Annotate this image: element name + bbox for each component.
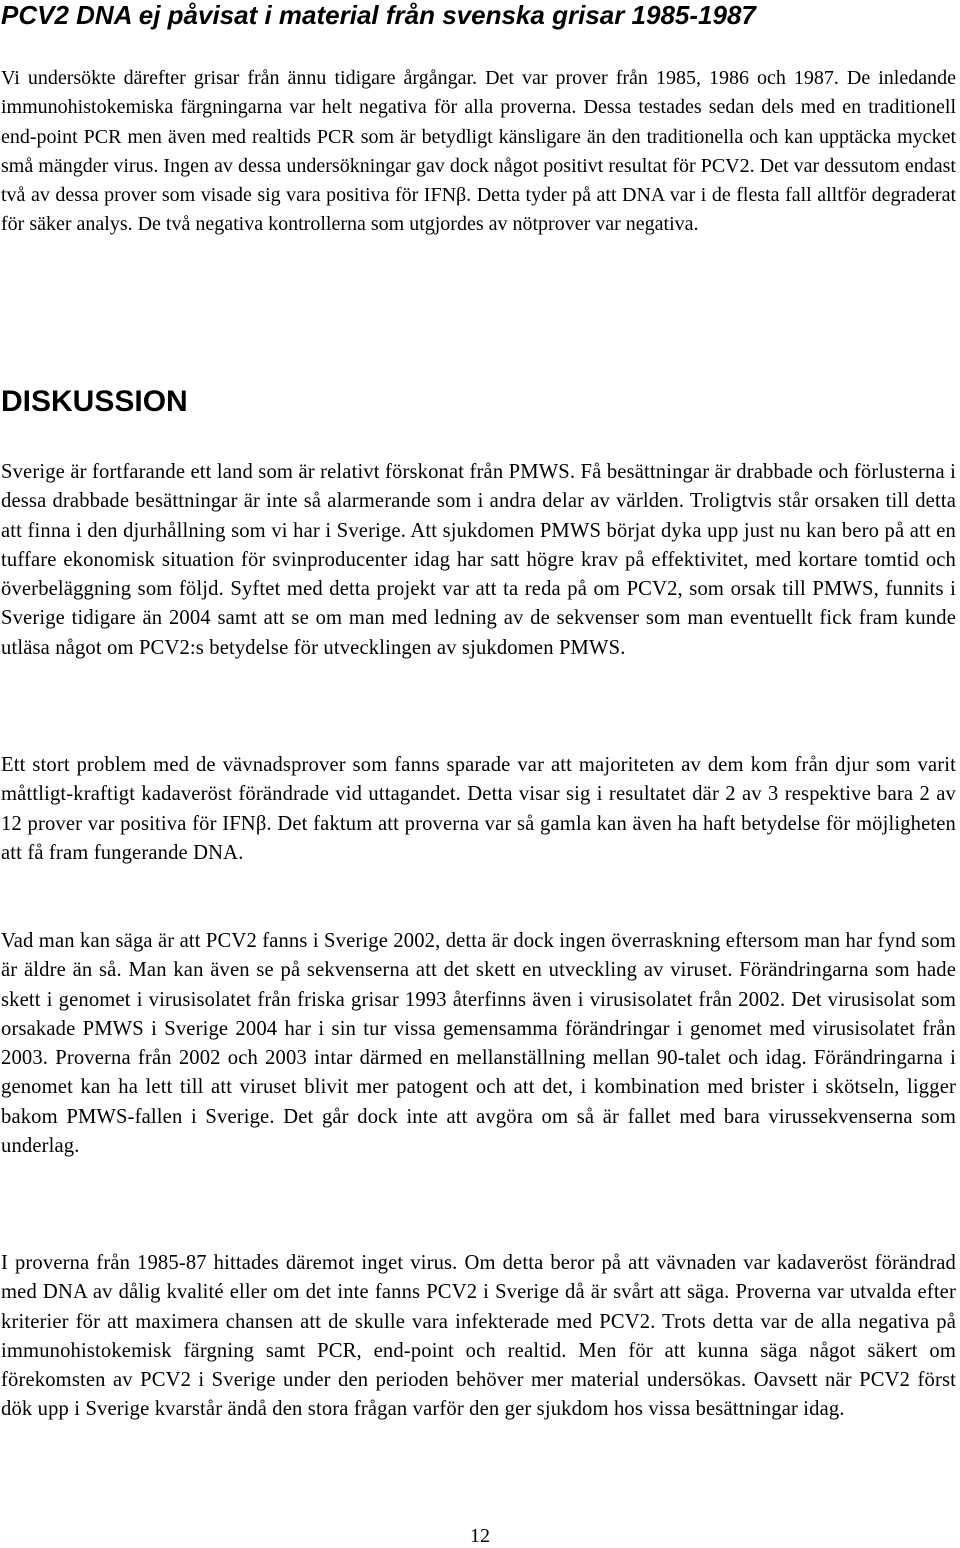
results-paragraph: Vi undersökte därefter grisar från ännu tidigare årgångar. Det var prover från 1985, 1986 och 1987. De inledande immunohistokemiska färgningarna var helt negativa för alla proverna. Dessa testades sedan dels med en traditionell end-point PCR men även med realtids PCR som är betydligt känsligare än den traditionella och kan upptäcka mycket små mängder virus. Ingen av dessa undersökningar gav dock något positivt resultat för PCV2. Det var dessutom endast två av dessa prover som visade sig vara positiva för IFNβ. Detta tyder på att DNA var i de flesta fall alltför degraderat för säker analys. De två negativa kontrollerna som utgjordes av nötprover var negativa.: [1, 67, 956, 236]
discussion-paragraph: Ett stort problem med de vävnadsprover som fanns sparade var att majoriteten av dem kom från djur som varit måttligt-kraftigt kadaveröst förändrade vid uttagandet. Detta visar sig i resultatet där 2 av 3 respektive bara 2 av 12 prover var positiva för IFNβ. Det faktum att proverna var så gamla kan även ha haft betydelse för möjligheten att få fram fungerande DNA.: [1, 754, 956, 864]
discussion-paragraph: I proverna från 1985-87 hittades däremot inget virus. Om detta beror på att vävnaden var kadaveröst förändrad med DNA av dålig kvalité eller om det inte fanns PCV2 i Sverige då är svårt att säga. Proverna var utvalda efter kriterier för att maximera chansen att de skulle vara infekterade med PCV2. Trots detta var de alla negativa på immunohistokemisk färgning samt PCR, end-point och realtid. Men för att kunna säga något säkert om förekomsten av PCV2 i Sverige under den perioden behöver mer material undersökas. Oavsett när PCV2 först dök upp i Sverige kvarstår ändå den stora frågan varför den ger sjukdom hos vissa besättningar idag.: [1, 1252, 956, 1421]
discussion-paragraph: Vad man kan säga är att PCV2 fanns i Sverige 2002, detta är dock ingen överraskning eftersom man har fynd som är äldre än så. Man kan även se på sekvenserna att det skett en utveckling av viruset. Förändringarna som hade skett i genomet i virusisolatet från friska grisar 1993 återfinns även i virusisolatet från 2002. Det virusisolat som orsakade PMWS i Sverige 2004 har i sin tur vissa gemensamma förändringar i genomet med virusisolatet från 2003. Proverna från 2002 och 2003 intar därmed en mellanställning mellan 90-talet och idag. Förändringarna i genomet kan ha lett till att viruset blivit mer patogent och att det, i kombination med brister i skötseln, ligger bakom PMWS-fallen i Sverige. Det går dock inte att avgöra om så är fallet med bara virussekvenserna som underlag.: [1, 930, 956, 1158]
discussion-heading: DISKUSSION: [1, 385, 188, 418]
page-number: 12: [470, 1525, 490, 1547]
discussion-paragraph: Sverige är fortfarande ett land som är relativt förskonat från PMWS. Få besättningar är drabbade och förlusterna i dessa drabbade besättningar är inte så alarmerande som i andra delar av världen. Troligtvis står orsaken till detta att finna i den djurhållning som vi har i Sverige. Att sjukdomen PMWS börjat dyka upp just nu kan bero på att en tuffare ekonomisk situation för svinproducenter idag har satt högre krav på effektivitet, med kortare tomtid och överbeläggning som följd. Syftet med detta projekt var att ta reda på om PCV2, som orsak till PMWS, funnits i Sverige tidigare än 2004 samt att se om man med ledning av de sekvenser som man eventuellt fick fram kunde utläsa något om PCV2:s betydelse för utvecklingen av sjukdomen PMWS.: [1, 461, 956, 659]
section-title: PCV2 DNA ej påvisat i material från svenska grisar 1985-1987: [1, 0, 756, 30]
